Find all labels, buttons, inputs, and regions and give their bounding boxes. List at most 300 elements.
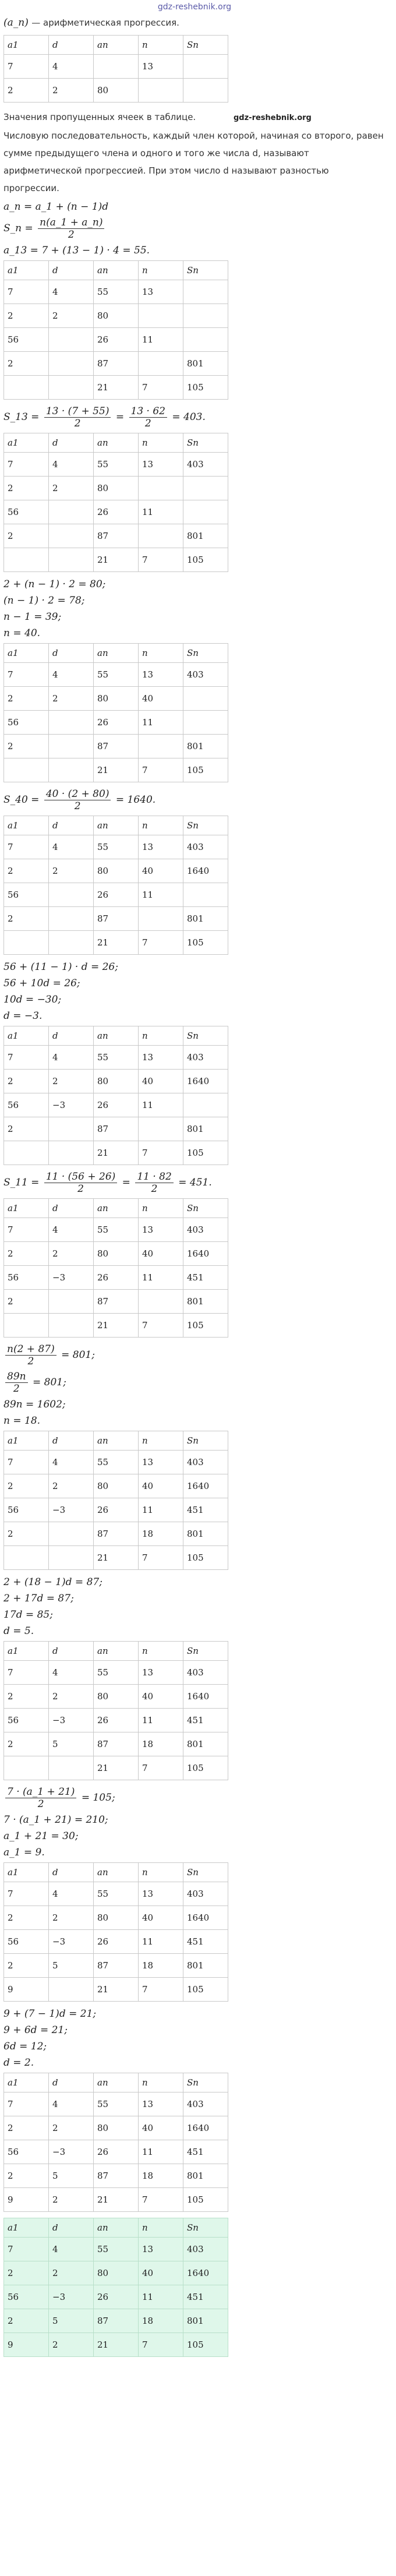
table-cell: 801 <box>183 524 228 548</box>
table-row <box>4 524 228 548</box>
table-cell: 105 <box>183 1978 228 2002</box>
values-table <box>3 1862 228 2002</box>
table-7 <box>3 1431 386 1570</box>
table-cell: 4 <box>49 1882 94 1906</box>
table-cell: 13 <box>139 1046 183 1070</box>
table-cell: 1640 <box>183 1242 228 1266</box>
table-header-cell: a1 <box>4 1863 49 1882</box>
table-row <box>4 931 228 955</box>
table-header-cell: n <box>139 36 183 55</box>
table-cell: 55 <box>94 1451 139 1474</box>
table-cell: 105 <box>183 1756 228 1780</box>
table-row <box>4 280 228 304</box>
table-header-cell: n <box>139 433 183 453</box>
table-cell: 403 <box>183 1451 228 1474</box>
table-cell: 2 <box>4 1474 49 1498</box>
table-cell <box>4 1756 49 1780</box>
table-cell: 26 <box>94 1266 139 1290</box>
table-cell: 55 <box>94 1046 139 1070</box>
table-cell: 403 <box>183 1046 228 1070</box>
formula-p3: a_1 + 21 = 30; <box>3 1830 79 1842</box>
table-cell: 801 <box>183 1732 228 1756</box>
table-cell: 55 <box>94 2238 139 2261</box>
table-cell: 801 <box>183 1290 228 1314</box>
formula-s13-den2: 2 <box>144 418 151 429</box>
table-cell: 1640 <box>183 1474 228 1498</box>
table-cell: 13 <box>139 280 183 304</box>
table-cell <box>183 500 228 524</box>
table-cell: 13 <box>139 1882 183 1906</box>
table-row <box>4 477 228 500</box>
table-row <box>4 328 228 352</box>
formula-s40 <box>3 788 386 812</box>
table-cell <box>94 55 139 79</box>
table-cell: 9 <box>4 2333 49 2357</box>
table-row <box>4 2116 228 2140</box>
table-header-cell: d <box>49 644 94 663</box>
table-header-cell: d <box>49 1026 94 1046</box>
table-cell: 451 <box>183 2140 228 2164</box>
formula-s11-frac1 <box>44 1171 117 1195</box>
table-cell: 40 <box>139 1685 183 1709</box>
values-table <box>3 35 228 103</box>
table-header-cell: d <box>49 816 94 835</box>
formula-p4: a_1 = 9. <box>3 1847 45 1858</box>
table-cell: −3 <box>49 1498 94 1522</box>
table-cell <box>183 883 228 907</box>
table-cell <box>49 931 94 955</box>
table-cell <box>49 376 94 400</box>
table-cell <box>49 500 94 524</box>
table-cell: 7 <box>4 1046 49 1070</box>
table-header-cell: Sn <box>183 2218 228 2238</box>
table-cell: 4 <box>49 2238 94 2261</box>
formula-sn-num: n(a_1 + a_n) <box>38 217 104 229</box>
table-cell: 7 <box>139 758 183 782</box>
table-header-cell: an <box>94 1642 139 1661</box>
table-cell: 26 <box>94 328 139 352</box>
table-cell: 26 <box>94 1498 139 1522</box>
table-row <box>4 1266 228 1290</box>
table-cell: 2 <box>4 1290 49 1314</box>
table-row <box>4 1218 228 1242</box>
table-cell <box>139 1117 183 1141</box>
formula-sn-den: 2 <box>68 229 75 241</box>
table-cell: 18 <box>139 1732 183 1756</box>
table-cell: 7 <box>4 835 49 859</box>
table-cell: 403 <box>183 1882 228 1906</box>
table-cell: 2 <box>4 2309 49 2333</box>
table-header-cell: n <box>139 1863 183 1882</box>
table-cell <box>139 1290 183 1314</box>
table-header-cell: a1 <box>4 261 49 280</box>
formula-m2-result: = 801; <box>33 1377 66 1388</box>
table-cell: 13 <box>139 663 183 687</box>
table-cell: 80 <box>94 1242 139 1266</box>
table-cell: 2 <box>4 859 49 883</box>
table-cell: 4 <box>49 1046 94 1070</box>
table-header-cell: an <box>94 2218 139 2238</box>
table-cell: −3 <box>49 1266 94 1290</box>
table-cell: −3 <box>49 1093 94 1117</box>
table-header-cell: a1 <box>4 1642 49 1661</box>
formula-m2-num: 89n <box>5 1371 28 1383</box>
table-cell: 2 <box>49 2261 94 2285</box>
table-cell <box>49 1756 94 1780</box>
table-cell: 801 <box>183 352 228 376</box>
table-cell <box>139 477 183 500</box>
table-cell: 87 <box>94 1954 139 1978</box>
table-cell <box>49 735 94 758</box>
table-cell: 7 <box>139 1546 183 1570</box>
table-cell: 1640 <box>183 2116 228 2140</box>
table-cell <box>49 1314 94 1338</box>
table-row <box>4 663 228 687</box>
table-cell: 2 <box>4 687 49 711</box>
table-row <box>4 883 228 907</box>
table-cell: 21 <box>94 758 139 782</box>
table-cell: 7 <box>4 1451 49 1474</box>
formula-m1 <box>3 1343 386 1367</box>
table-cell: 2 <box>49 79 94 103</box>
table-cell <box>4 1141 49 1165</box>
formula-s13-num1: 13 · (7 + 55) <box>44 405 111 418</box>
table-header-cell: a1 <box>4 433 49 453</box>
table-cell <box>49 1546 94 1570</box>
formula-p2: 7 · (a_1 + 21) = 210; <box>3 1814 108 1826</box>
table-row <box>4 735 228 758</box>
formula-d2: 56 + 10d = 26; <box>3 978 80 989</box>
formula-k3: 17d = 85; <box>3 1609 53 1621</box>
intro-line <box>3 14 386 31</box>
table-row <box>4 2140 228 2164</box>
table-cell: 1640 <box>183 1685 228 1709</box>
table-cell: 2 <box>49 859 94 883</box>
table-cell: 2 <box>49 2333 94 2357</box>
table-cell: 13 <box>139 1218 183 1242</box>
formula-a13: a_13 = 7 + (13 − 1) · 4 = 55. <box>3 245 150 256</box>
table-cell: 55 <box>94 663 139 687</box>
formula-m1-num: n(2 + 87) <box>5 1343 56 1356</box>
table-cell: 21 <box>94 1546 139 1570</box>
table-cell: 5 <box>49 1954 94 1978</box>
table-cell: 80 <box>94 477 139 500</box>
formula-n3: n − 1 = 39; <box>3 611 62 623</box>
table-cell: 7 <box>4 280 49 304</box>
table-cell: 55 <box>94 453 139 477</box>
formula-p1-num: 7 · (a_1 + 21) <box>5 1786 76 1798</box>
table-cell: 56 <box>4 1498 49 1522</box>
table-cell: 80 <box>94 1474 139 1498</box>
table-cell: 1640 <box>183 2261 228 2285</box>
table-cell: 2 <box>4 2164 49 2188</box>
table-cell <box>183 687 228 711</box>
table-cell: 4 <box>49 663 94 687</box>
table-cell: 11 <box>139 1930 183 1954</box>
table-cell: 21 <box>94 2188 139 2212</box>
table-cell: 403 <box>183 2092 228 2116</box>
table-cell <box>49 1978 94 2002</box>
table-cell <box>139 79 183 103</box>
table-row <box>4 2333 228 2357</box>
table-cell: 55 <box>94 280 139 304</box>
table-cell <box>49 711 94 735</box>
table-cell <box>4 758 49 782</box>
table-cell: 7 <box>139 2188 183 2212</box>
table-cell: 105 <box>183 758 228 782</box>
table-cell: 105 <box>183 2188 228 2212</box>
table-cell: 1640 <box>183 859 228 883</box>
table-header-cell: n <box>139 1431 183 1451</box>
table-header-cell: an <box>94 1026 139 1046</box>
table-row <box>4 2238 228 2261</box>
table-cell: 56 <box>4 711 49 735</box>
table-cell: 7 <box>4 1218 49 1242</box>
table-row <box>4 1141 228 1165</box>
table-cell: 2 <box>49 1685 94 1709</box>
table-cell: −3 <box>49 1930 94 1954</box>
formula-d3: 10d = −30; <box>3 994 62 1005</box>
table-header-cell: Sn <box>183 1431 228 1451</box>
formula-s13-num2: 13 · 62 <box>129 405 167 418</box>
table-cell: 40 <box>139 859 183 883</box>
table-cell: 451 <box>183 1709 228 1732</box>
formula-d4: d = −3. <box>3 1010 43 1022</box>
table-row <box>4 2164 228 2188</box>
table-row <box>4 548 228 572</box>
table-header-cell: n <box>139 2073 183 2092</box>
table-cell: 56 <box>4 500 49 524</box>
table-cell: 18 <box>139 2164 183 2188</box>
table-cell: 11 <box>139 711 183 735</box>
table-cell <box>49 1290 94 1314</box>
table-row <box>4 1709 228 1732</box>
table-header-cell: d <box>49 261 94 280</box>
table-cell: 18 <box>139 2309 183 2333</box>
table-cell: 56 <box>4 2140 49 2164</box>
table-4 <box>3 816 386 955</box>
table-cell: 801 <box>183 1522 228 1546</box>
table-header-cell: Sn <box>183 36 228 55</box>
table-cell: 801 <box>183 907 228 931</box>
table-cell: 7 <box>4 663 49 687</box>
table-cell: 80 <box>94 2116 139 2140</box>
table-cell: 2 <box>4 352 49 376</box>
table-cell: 105 <box>183 931 228 955</box>
table-cell: 56 <box>4 1266 49 1290</box>
table-header-cell: d <box>49 36 94 55</box>
table-cell: 87 <box>94 2309 139 2333</box>
table-cell: 11 <box>139 500 183 524</box>
table-8 <box>3 1641 386 1780</box>
table-cell: 1640 <box>183 1070 228 1093</box>
table-header-cell: d <box>49 1199 94 1218</box>
table-cell: 11 <box>139 328 183 352</box>
table-header-cell: an <box>94 2073 139 2092</box>
table-cell: 18 <box>139 1954 183 1978</box>
table-cell <box>49 1117 94 1141</box>
table-cell <box>183 1093 228 1117</box>
table-header-cell: n <box>139 1642 183 1661</box>
table-cell: 7 <box>139 931 183 955</box>
formula-p1-frac <box>5 1786 76 1810</box>
table-cell: 9 <box>4 1978 49 2002</box>
table-row <box>4 79 228 103</box>
table-cell: 801 <box>183 2309 228 2333</box>
table-row <box>4 1732 228 1756</box>
table-cell: 2 <box>4 1685 49 1709</box>
table-row <box>4 1451 228 1474</box>
table-row <box>4 2285 228 2309</box>
table-cell: 7 <box>4 2092 49 2116</box>
table-row <box>4 1474 228 1498</box>
table-cell: 13 <box>139 453 183 477</box>
formula-s40-num: 40 · (2 + 80) <box>44 788 111 800</box>
table-cell: 2 <box>4 79 49 103</box>
values-table <box>3 1026 228 1165</box>
table-cell: 2 <box>49 1242 94 1266</box>
table-header-cell: a1 <box>4 2218 49 2238</box>
table-row <box>4 500 228 524</box>
text-values <box>3 108 386 127</box>
values-table <box>3 260 228 400</box>
table-cell: 2 <box>4 1522 49 1546</box>
table-cell: 2 <box>4 524 49 548</box>
table-row <box>4 711 228 735</box>
table-cell: 56 <box>4 2285 49 2309</box>
table-cell: 18 <box>139 1522 183 1546</box>
table-row <box>4 1522 228 1546</box>
table-cell <box>183 304 228 328</box>
table-cell: 80 <box>94 1906 139 1930</box>
table-header-cell: a1 <box>4 1431 49 1451</box>
values-table <box>3 1431 228 1570</box>
formula-an: a_n = a_1 + (n − 1)d <box>3 201 109 213</box>
table-cell: 403 <box>183 1661 228 1685</box>
values-table <box>3 433 228 572</box>
table-cell: 26 <box>94 2285 139 2309</box>
table-cell: 40 <box>139 2261 183 2285</box>
table-cell: 4 <box>49 1218 94 1242</box>
table-cell: 2 <box>4 1954 49 1978</box>
table-cell <box>183 55 228 79</box>
table-cell: 87 <box>94 907 139 931</box>
formula-q1: 9 + (7 − 1)d = 21; <box>3 2008 97 2020</box>
table-final <box>3 2218 386 2357</box>
table-cell: 7 <box>4 453 49 477</box>
formula-d1: 56 + (11 − 1) · d = 26; <box>3 961 118 973</box>
table-row <box>4 1661 228 1685</box>
table-header-cell: d <box>49 433 94 453</box>
formula-s40-den: 2 <box>74 800 81 812</box>
table-header-cell: Sn <box>183 816 228 835</box>
formula-s11-result: = 451. <box>178 1177 212 1188</box>
table-cell: 105 <box>183 2333 228 2357</box>
table-cell: 7 <box>139 1141 183 1165</box>
table-cell <box>139 352 183 376</box>
table-row <box>4 2261 228 2285</box>
table-cell: 2 <box>4 1242 49 1266</box>
values-table <box>3 816 228 955</box>
table-cell: 4 <box>49 1451 94 1474</box>
table-row <box>4 304 228 328</box>
table-cell: 7 <box>4 1882 49 1906</box>
table-cell: 21 <box>94 376 139 400</box>
table-row <box>4 2309 228 2333</box>
table-header-cell: d <box>49 2073 94 2092</box>
table-cell <box>183 280 228 304</box>
table-cell <box>4 931 49 955</box>
table-cell: 87 <box>94 735 139 758</box>
table-cell: 2 <box>4 735 49 758</box>
table-header-cell: Sn <box>183 1199 228 1218</box>
definition-text: Числовую последовательность, каждый член которой, начиная со второго, равен сумме предыдущего члена и одного и того же числа d, называют арифметической прогрессией. При этом число d называют разностью прогрессии. <box>3 130 384 193</box>
formula-s40-frac <box>44 788 111 812</box>
table-header-cell: an <box>94 816 139 835</box>
table-header-cell: Sn <box>183 2073 228 2092</box>
formula-m3: 89n = 1602; <box>3 1399 66 1410</box>
table-cell: 87 <box>94 1522 139 1546</box>
table-cell: 2 <box>49 477 94 500</box>
table-cell: 26 <box>94 883 139 907</box>
table-cell: 26 <box>94 500 139 524</box>
table-cell: 2 <box>49 1070 94 1093</box>
watermark: gdz-reshebnik.org <box>234 114 312 122</box>
table-cell: 2 <box>4 907 49 931</box>
table-cell: 2 <box>49 2116 94 2140</box>
table-cell: 801 <box>183 1117 228 1141</box>
table-cell: 451 <box>183 1266 228 1290</box>
table-cell: 2 <box>49 2188 94 2212</box>
table-cell: 21 <box>94 1141 139 1165</box>
table-cell: 2 <box>4 1906 49 1930</box>
table-row <box>4 1314 228 1338</box>
values-table <box>3 2073 228 2212</box>
table-cell <box>139 907 183 931</box>
formula-k2: 2 + 17d = 87; <box>3 1593 74 1604</box>
table-cell: 80 <box>94 304 139 328</box>
table-cell: 26 <box>94 1930 139 1954</box>
table-header-cell: an <box>94 1199 139 1218</box>
formula-m2 <box>3 1371 386 1395</box>
table-row <box>4 1882 228 1906</box>
table-cell: 4 <box>49 453 94 477</box>
table-cell: 80 <box>94 1070 139 1093</box>
table-2 <box>3 433 386 572</box>
values-table <box>3 643 228 782</box>
table-row <box>4 1685 228 1709</box>
table-cell: 56 <box>4 1930 49 1954</box>
table-cell: 2 <box>4 2116 49 2140</box>
table-cell: 2 <box>4 304 49 328</box>
table-header-cell: a1 <box>4 644 49 663</box>
table-header-cell: an <box>94 1863 139 1882</box>
table-cell: 2 <box>4 477 49 500</box>
formula-s11-frac2 <box>135 1171 173 1195</box>
formula-k1: 2 + (18 − 1)d = 87; <box>3 1576 102 1588</box>
table-5 <box>3 1026 386 1165</box>
table-cell: 451 <box>183 1930 228 1954</box>
table-row <box>4 453 228 477</box>
table-row <box>4 1930 228 1954</box>
table-cell: 7 <box>4 1661 49 1685</box>
table-cell <box>4 376 49 400</box>
table-6 <box>3 1198 386 1338</box>
table-row <box>4 55 228 79</box>
table-cell: 403 <box>183 1218 228 1242</box>
table-cell <box>139 524 183 548</box>
formula-k4: d = 5. <box>3 1625 34 1637</box>
